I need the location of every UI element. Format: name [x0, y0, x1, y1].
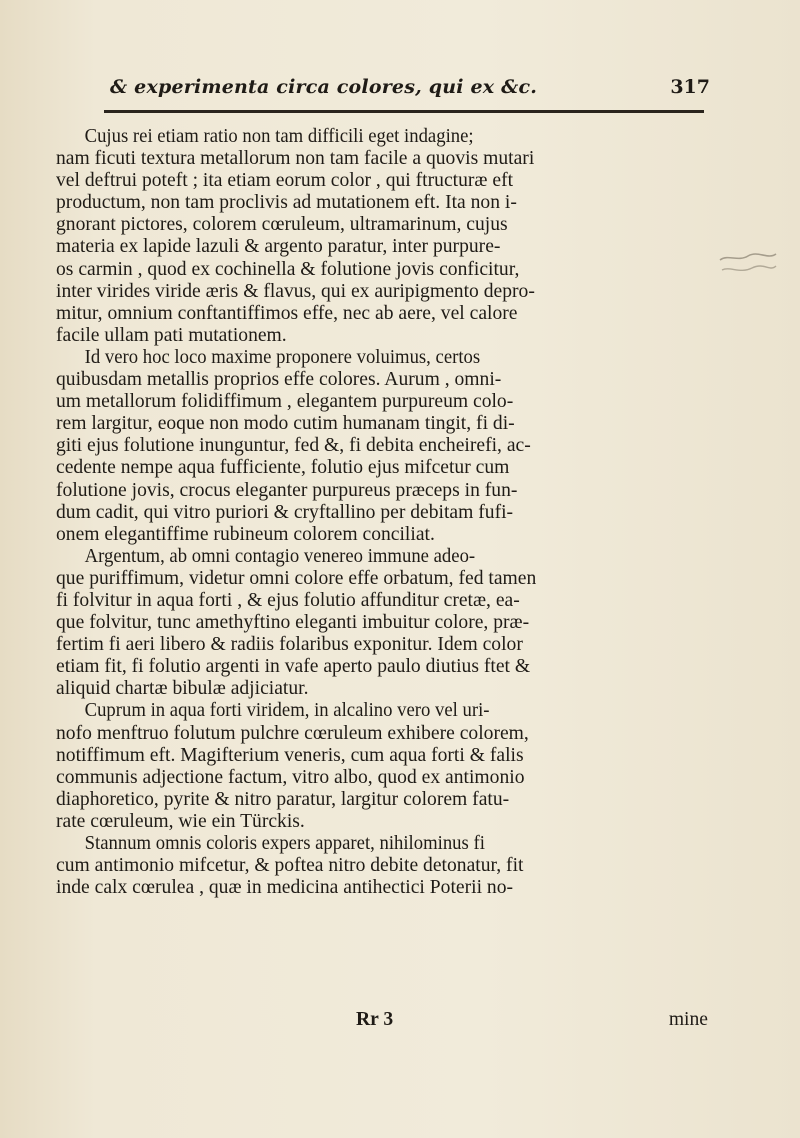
text-line: fi folvitur in aqua forti , & ejus folutio affunditur cretæ, ea-	[56, 589, 520, 611]
page-footer	[56, 1009, 708, 1033]
text-line: Cuprum in aqua forti viridem, in alcalino vero vel uri-	[84, 700, 490, 722]
text-line: notiffimum eft. Magifterium veneris, cum aqua forti & falis	[56, 744, 524, 766]
text-line: Stannum omnis coloris expers apparet, nihilominus fi	[84, 833, 485, 854]
text-line: gnorant pictores, colorem cœruleum, ultramarinum, cujus	[56, 214, 508, 236]
page-number: 317	[670, 76, 710, 98]
running-head-title: & experimenta circa colores, qui ex &c.	[110, 76, 538, 98]
text-line: diaphoretico, pyrite & nitro paratur, largitur colorem fatu-	[56, 788, 510, 810]
text-line: onem elegantiffime rubineum colorem conciliat.	[56, 523, 435, 545]
paragraph	[56, 700, 708, 833]
text-line: Cujus rei etiam ratio non tam difficili eget indagine;	[84, 126, 474, 147]
text-line: inde calx cœrulea , quæ in medicina antihectici Poterii no-	[56, 877, 514, 899]
text-line: giti ejus folutione inunguntur, fed &, fi debita encheirefi, ac-	[56, 435, 531, 457]
text-line: folutione jovis, crocus eleganter purpureus præceps in fun-	[56, 479, 518, 501]
running-head	[110, 76, 710, 106]
text-line: um metallorum folidiffimum , elegantem purpureum colo-	[56, 391, 514, 413]
text-line: facile ullam pati mutationem.	[56, 324, 287, 346]
ink-bleed-through-mark	[718, 248, 778, 278]
text-line: cum antimonio mifcetur, & poftea nitro debite detonatur, fit	[56, 855, 524, 877]
paragraph	[56, 347, 708, 546]
text-line: cedente nempe aqua fufficiente, folutio ejus mifcetur cum	[56, 457, 510, 479]
text-line: que folvitur, tunc amethyftino eleganti imbuitur colore, præ-	[56, 612, 530, 634]
head-rule	[104, 110, 704, 113]
catchword: mine	[668, 1009, 708, 1030]
text-line: communis adjectione factum, vitro albo, quod ex antimonio	[56, 766, 525, 788]
text-line: inter virides viride æris & flavus, qui ex auripigmento depro-	[56, 280, 535, 302]
signature-mark: Rr 3	[356, 1009, 394, 1030]
text-line: rem largitur, eoque non modo cutim humanam tingit, fi di-	[56, 413, 515, 435]
text-line: Argentum, ab omni contagio venereo immune adeo-	[84, 545, 476, 567]
text-line: Id vero hoc loco maxime proponere voluimus, certos	[84, 346, 481, 368]
paragraph	[56, 126, 708, 347]
text-line: materia ex lapide lazuli & argento paratur, inter purpure-	[56, 236, 501, 258]
text-line: nofo menftruo folutum pulchre cœruleum exhibere colorem,	[56, 722, 529, 744]
text-line: que puriffimum, videtur omni colore effe orbatum, fed tamen	[56, 567, 537, 589]
text-line: etiam fit, fi folutio argenti in vafe aperto paulo diutius ftet &	[56, 656, 531, 678]
text-line: quibusdam metallis proprios effe colores. Aurum , omni-	[56, 369, 502, 391]
paragraph	[56, 546, 708, 701]
text-line: aliquid chartæ bibulæ adjiciatur.	[56, 678, 309, 700]
paragraph	[56, 833, 708, 899]
body-text	[56, 126, 708, 899]
text-line: mitur, omnium conftantiffimos effe, nec ab aere, vel calore	[56, 302, 518, 324]
text-line: rate cœruleum, wie ein Türckis.	[56, 810, 305, 832]
text-line: vel deftrui poteft ; ita etiam eorum color , qui ftructuræ eft	[56, 170, 514, 192]
text-line: dum cadit, qui vitro puriori & cryftallino per debitam fufi-	[56, 501, 514, 523]
text-line: productum, non tam proclivis ad mutationem eft. Ita non i-	[56, 192, 517, 214]
text-line: os carmin , quod ex cochinella & folutione jovis conficitur,	[56, 258, 520, 280]
text-line: fertim fi aeri libero & radiis folaribus exponitur. Idem color	[56, 634, 523, 656]
text-line: nam ficuti textura metallorum non tam facile a quovis mutari	[56, 148, 535, 170]
